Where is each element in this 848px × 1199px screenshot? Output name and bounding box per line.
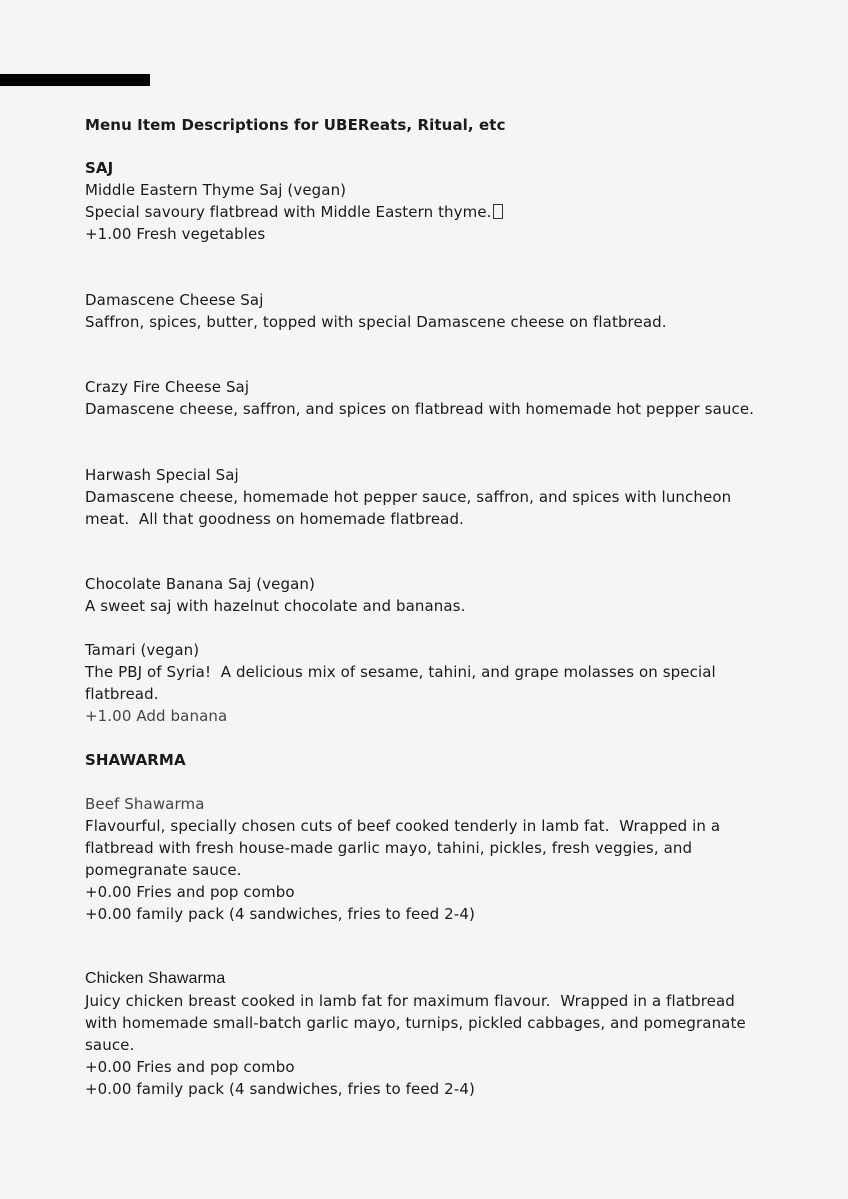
menu-item-thyme-saj xyxy=(85,179,775,245)
item-name: Crazy Fire Cheese Saj xyxy=(85,378,250,396)
item-name: Tamari (vegan) xyxy=(85,641,200,659)
item-addon: +1.00 Fresh vegetables xyxy=(85,225,266,243)
section-heading-shawarma: SHAWARMA xyxy=(85,751,186,769)
menu-item-damascene-saj xyxy=(85,289,775,333)
item-description-line-3: pomegranate sauce. xyxy=(85,861,242,879)
item-name: Chocolate Banana Saj (vegan) xyxy=(85,575,315,593)
menu-item-tamari xyxy=(85,639,775,727)
document-title: Menu Item Descriptions for UBEReats, Ritual, etc xyxy=(85,116,506,134)
item-name: Harwash Special Saj xyxy=(85,466,239,484)
item-name: Damascene Cheese Saj xyxy=(85,291,264,309)
item-description-line-2: flatbread. xyxy=(85,685,159,703)
item-addon-combo: +0.00 Fries and pop combo xyxy=(85,1058,295,1076)
missing-glyph-box xyxy=(493,204,503,219)
menu-item-harwash-saj xyxy=(85,464,775,530)
item-name: Chicken Shawarma xyxy=(85,970,226,987)
item-description-line-2: with homemade small-batch garlic mayo, turnips, pickled cabbages, and pomegranate xyxy=(85,1014,746,1032)
item-description: Damascene cheese, saffron, and spices on flatbread with homemade hot pepper sauce. xyxy=(85,400,755,418)
menu-item-chocolate-banana-saj xyxy=(85,573,775,617)
document-body xyxy=(85,114,775,1100)
decorative-top-bar xyxy=(0,74,150,86)
item-addon-family-pack: +0.00 family pack (4 sandwiches, fries to feed 2-4) xyxy=(85,1080,475,1098)
item-description-line-2: flatbread with fresh house-made garlic mayo, tahini, pickles, fresh veggies, and xyxy=(85,839,693,857)
item-description-line-1: The PBJ of Syria! A delicious mix of sesame, tahini, and grape molasses on special xyxy=(85,663,716,681)
menu-item-beef-shawarma xyxy=(85,793,775,925)
item-description-line-2: meat. All that goodness on homemade flatbread. xyxy=(85,510,464,528)
menu-item-crazy-fire-saj xyxy=(85,376,775,420)
item-name: Middle Eastern Thyme Saj (vegan) xyxy=(85,181,347,199)
item-description: Special savoury flatbread with Middle Eastern thyme. xyxy=(85,201,775,223)
item-addon: +1.00 Add banana xyxy=(85,707,228,725)
item-addon-combo: +0.00 Fries and pop combo xyxy=(85,883,295,901)
item-description-line-1: Damascene cheese, homemade hot pepper sauce, saffron, and spices with luncheon xyxy=(85,488,732,506)
item-description-line-3: sauce. xyxy=(85,1036,135,1054)
item-description-line-1: Flavourful, specially chosen cuts of beef cooked tenderly in lamb fat. Wrapped in a xyxy=(85,817,721,835)
item-description-line-1: Juicy chicken breast cooked in lamb fat for maximum flavour. Wrapped in a flatbread xyxy=(85,992,735,1010)
item-addon-family-pack: +0.00 family pack (4 sandwiches, fries to feed 2-4) xyxy=(85,905,475,923)
item-description: Saffron, spices, butter, topped with special Damascene cheese on flatbread. xyxy=(85,313,667,331)
menu-item-chicken-shawarma xyxy=(85,968,775,1100)
item-name: Beef Shawarma xyxy=(85,795,205,813)
item-description: A sweet saj with hazelnut chocolate and bananas. xyxy=(85,597,466,615)
section-heading-saj: SAJ xyxy=(85,159,114,177)
